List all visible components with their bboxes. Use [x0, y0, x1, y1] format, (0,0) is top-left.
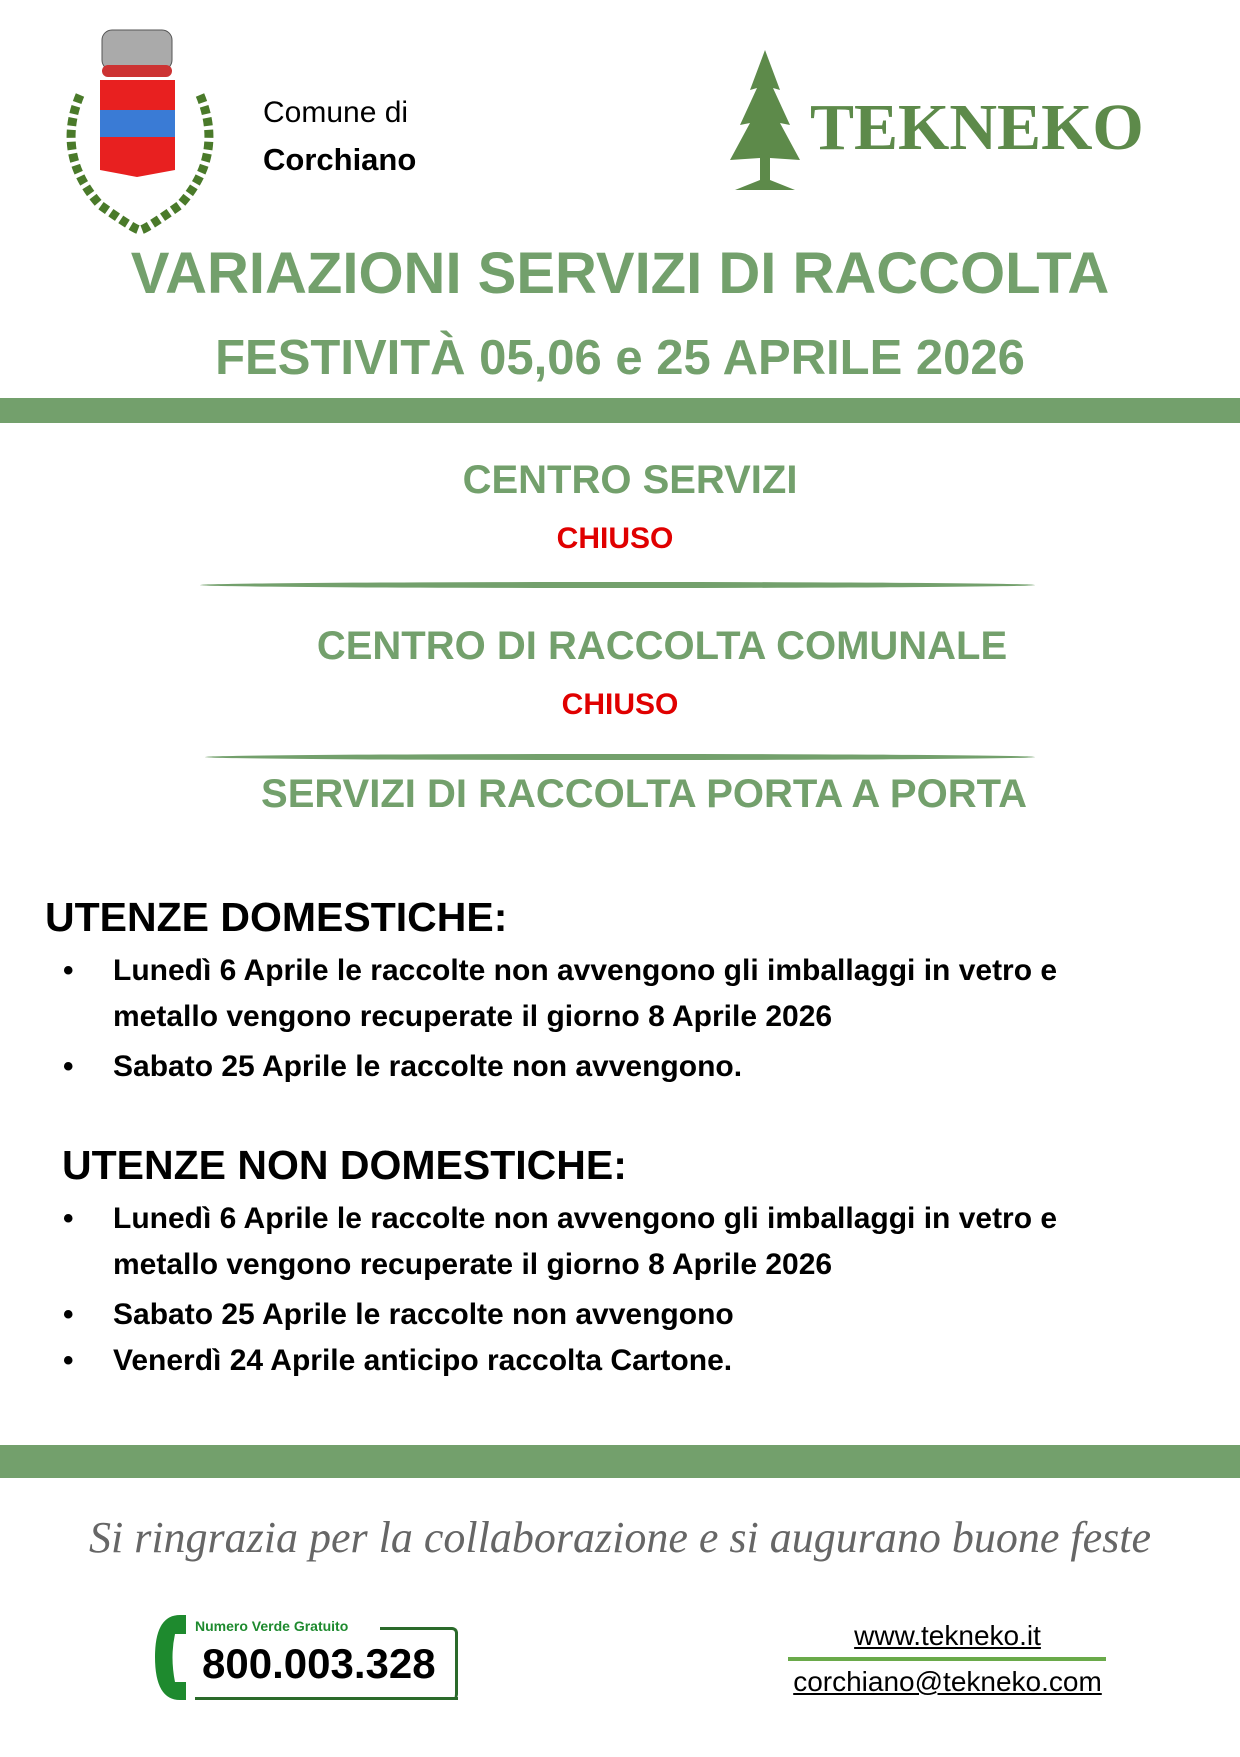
utenze-domestiche-heading: UTENZE DOMESTICHE:	[45, 894, 508, 940]
divider-band	[0, 1445, 1240, 1478]
list-item: • Sabato 25 Aprile le raccolte non avvengono.	[63, 1044, 1163, 1090]
comune-coat-of-arms	[50, 25, 230, 235]
utenze-domestiche-list	[63, 948, 1163, 1090]
comune-prefix: Comune di	[263, 96, 409, 129]
list-item: • Lunedì 6 Aprile le raccolte non avvengono gli imballaggi in vetro e metallo vengono recuperate il giorno 8 Aprile 2026	[63, 948, 1163, 1040]
divider	[788, 1657, 1106, 1661]
tekneko-logo: TEKNEKO	[725, 50, 1185, 195]
comune-name: Corchiano	[263, 142, 417, 177]
utenze-non-domestiche-heading: UTENZE NON DOMESTICHE:	[62, 1142, 627, 1188]
list-item: • Venerdì 24 Aprile anticipo raccolta Cartone.	[63, 1338, 1163, 1384]
list-item: • Lunedì 6 Aprile le raccolte non avvengono gli imballaggi in vetro e metallo vengono recuperate il giorno 8 Aprile 2026	[63, 1196, 1163, 1288]
centro-servizi-title: CENTRO SERVIZI	[462, 458, 798, 502]
divider	[200, 582, 1035, 588]
thanks-message: Si ringrazia per la collaborazione e si augurano buone feste	[88, 1513, 1152, 1562]
centro-raccolta-status: CHIUSO	[561, 688, 679, 721]
phone-icon	[150, 1610, 190, 1705]
list-item: • Sabato 25 Aprile le raccolte non avvengono	[63, 1292, 1163, 1338]
toll-free-label: Numero Verde Gratuito	[195, 1618, 349, 1634]
toll-free-number: 800.003.328	[202, 1640, 436, 1687]
porta-a-porta-title: SERVIZI DI RACCOLTA PORTA A PORTA	[261, 772, 1027, 816]
centro-servizi-status: CHIUSO	[556, 522, 674, 555]
title-line2: FESTIVITÀ 05,06 e 25 APRILE 2026	[215, 331, 1025, 385]
email-link[interactable]: corchiano@tekneko.com	[793, 1666, 1102, 1697]
toll-free-box	[150, 1610, 460, 1705]
centro-raccolta-title: CENTRO DI RACCOLTA COMUNALE	[316, 624, 1008, 668]
website-link[interactable]: www.tekneko.it	[854, 1620, 1041, 1651]
divider	[205, 754, 1035, 760]
utenze-non-domestiche-list	[63, 1196, 1163, 1384]
title-line1: VARIAZIONI SERVIZI DI RACCOLTA	[130, 241, 1110, 306]
divider-band	[0, 398, 1240, 423]
